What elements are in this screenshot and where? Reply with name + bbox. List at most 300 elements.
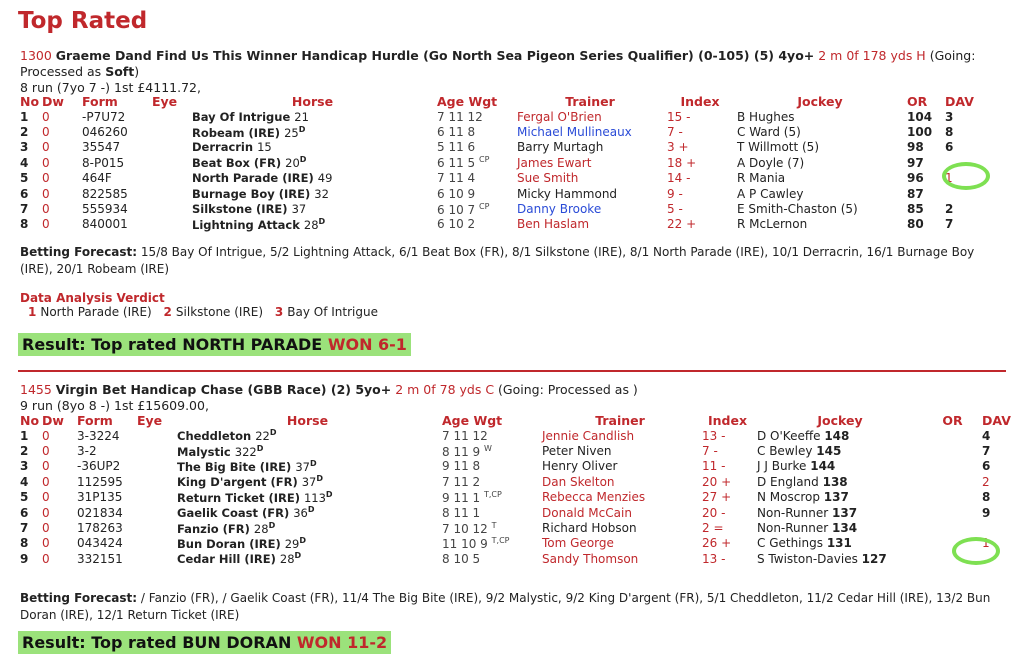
horse-name: Cheddleton bbox=[177, 429, 252, 444]
agewgt-value: 5 11 6 bbox=[437, 140, 476, 155]
runner-eye bbox=[135, 520, 175, 535]
forecast-label: Betting Forecast: bbox=[20, 591, 138, 605]
horse-name: Beat Box (FR) bbox=[192, 156, 282, 171]
runner-agewgt bbox=[435, 124, 515, 139]
race1-result bbox=[18, 333, 411, 356]
runner-agewgt bbox=[435, 217, 515, 232]
runner-eye bbox=[150, 140, 190, 155]
jockey-or: 127 bbox=[861, 551, 887, 566]
jockey-name: N Moscrop bbox=[757, 490, 820, 505]
headgear-sup: W bbox=[484, 443, 492, 453]
runner-jockey[interactable] bbox=[755, 474, 925, 489]
runner-horse[interactable] bbox=[190, 186, 435, 201]
horse-days: 22 bbox=[255, 429, 270, 444]
runner-eye bbox=[135, 551, 175, 566]
jockey-or: 131 bbox=[826, 536, 852, 551]
runner-jockey[interactable] bbox=[755, 520, 925, 535]
runner-form: 8-P015 bbox=[82, 155, 125, 170]
agewgt-value: 9 11 8 bbox=[442, 459, 481, 474]
forecast-label: Betting Forecast: bbox=[20, 245, 138, 259]
runner-no: 4 bbox=[20, 155, 29, 170]
runner-no: 6 bbox=[20, 505, 29, 520]
runner-agewgt bbox=[440, 490, 540, 505]
agewgt-value: 9 11 1 bbox=[442, 490, 481, 505]
runner-no: 5 bbox=[20, 490, 29, 505]
jockey-or: 137 bbox=[832, 505, 858, 520]
runner-draw: 0 bbox=[42, 171, 50, 186]
runner-form: 046260 bbox=[82, 125, 128, 140]
horse-sup: D bbox=[325, 489, 333, 499]
runner-index: 2 = bbox=[702, 521, 724, 536]
runner-no: 8 bbox=[20, 217, 29, 232]
verdict-horse: Silkstone (IRE) bbox=[175, 305, 264, 319]
verdict-rank: 1 bbox=[28, 305, 37, 319]
horse-name: The Big Bite (IRE) bbox=[177, 459, 292, 474]
runner-dav: 2 bbox=[982, 474, 990, 489]
runner-draw: 0 bbox=[42, 459, 50, 474]
runner-jockey[interactable]: E Smith-Chaston (5) bbox=[737, 202, 858, 217]
runner-form: -36UP2 bbox=[77, 459, 121, 474]
runner-agewgt bbox=[440, 551, 540, 566]
race2-going: (Going: Processed as ) bbox=[498, 382, 638, 397]
col-jockey: Jockey bbox=[817, 413, 863, 428]
col-agewgt: Age Wgt bbox=[437, 94, 498, 109]
runner-trainer[interactable]: Dan Skelton bbox=[542, 474, 615, 489]
horse-name: Robeam (IRE) bbox=[192, 125, 281, 140]
col-jockey: Jockey bbox=[797, 94, 843, 109]
verdict-list bbox=[28, 305, 386, 319]
col-horse: Horse bbox=[286, 413, 329, 428]
runner-eye bbox=[135, 428, 175, 443]
runner-agewgt bbox=[435, 171, 515, 186]
race2-time[interactable]: 1455 bbox=[20, 382, 52, 397]
runner-draw: 0 bbox=[42, 505, 50, 520]
runner-index: 11 - bbox=[702, 459, 726, 474]
runner-horse[interactable] bbox=[175, 443, 440, 458]
runner-trainer[interactable]: Micky Hammond bbox=[517, 186, 618, 201]
horse-days: 25 bbox=[284, 125, 299, 140]
runner-form: 178263 bbox=[77, 521, 123, 536]
runner-trainer[interactable]: Henry Oliver bbox=[542, 459, 618, 474]
race1-runs: 8 run (7yo 7 -) 1st £4111.72, bbox=[20, 80, 201, 95]
col-or: OR bbox=[942, 413, 963, 428]
horse-days: 37 bbox=[291, 202, 307, 217]
runner-trainer[interactable]: James Ewart bbox=[517, 155, 592, 170]
headgear-sup: T,CP bbox=[484, 489, 502, 499]
forecast-text: / Fanzio (FR), / Gaelik Coast (FR), 11/4 The Big Bite (IRE), 9/2 Malystic, 9/2 King D'argent (FR), 5/1 Cheddleton, 11/2 Cedar Hill (IRE), 13/2 Bun Doran (IRE), 12/1 Return Ticket (IRE) bbox=[20, 591, 991, 622]
runner-index: 20 - bbox=[702, 505, 726, 520]
col-horse: Horse bbox=[291, 94, 334, 109]
runner-no: 4 bbox=[20, 474, 29, 489]
agewgt-value: 7 11 2 bbox=[442, 474, 481, 489]
runner-form: -P7U72 bbox=[82, 109, 126, 124]
horse-days: 28 bbox=[253, 521, 269, 536]
table-row bbox=[18, 186, 988, 201]
horse-name: King D'argent (FR) bbox=[177, 475, 298, 490]
horse-days: 21 bbox=[294, 109, 309, 124]
horse-sup: D bbox=[269, 428, 277, 438]
horse-sup: D bbox=[318, 217, 326, 227]
table-row bbox=[18, 155, 988, 170]
runner-draw: 0 bbox=[42, 125, 50, 140]
runner-index: 7 - bbox=[702, 444, 718, 459]
runner-index: 9 - bbox=[667, 186, 683, 201]
runner-horse[interactable] bbox=[175, 459, 440, 474]
runner-jockey[interactable] bbox=[755, 490, 925, 505]
horse-days: 37 bbox=[295, 459, 310, 474]
headgear-sup: T,CP bbox=[491, 535, 510, 545]
runner-jockey[interactable] bbox=[755, 551, 925, 566]
runner-trainer[interactable]: Rebecca Menzies bbox=[542, 490, 646, 505]
runner-jockey[interactable] bbox=[755, 505, 925, 520]
race2-header bbox=[20, 382, 1005, 414]
runner-or bbox=[925, 474, 980, 489]
horse-days: 29 bbox=[284, 536, 300, 551]
runner-dav: 7 bbox=[982, 444, 991, 459]
table-row bbox=[18, 520, 1008, 535]
table-row bbox=[18, 505, 1008, 520]
runner-trainer[interactable]: Barry Murtagh bbox=[517, 140, 604, 155]
runner-index: 26 + bbox=[702, 536, 732, 551]
runner-dav: 8 bbox=[945, 125, 954, 140]
jockey-or: 145 bbox=[816, 444, 842, 459]
runner-draw: 0 bbox=[42, 444, 50, 459]
runner-jockey[interactable]: A P Cawley bbox=[737, 186, 804, 201]
table-row bbox=[18, 109, 988, 124]
race1-runners-table bbox=[18, 94, 988, 232]
race2-result bbox=[18, 631, 391, 654]
table-row bbox=[18, 474, 1008, 489]
table-row bbox=[18, 140, 988, 155]
runner-eye bbox=[135, 505, 175, 520]
runner-draw: 0 bbox=[42, 217, 50, 232]
race2-forecast bbox=[20, 590, 1005, 624]
col-dav: DAV bbox=[945, 94, 974, 109]
col-no: No bbox=[20, 413, 40, 428]
horse-name: Bay Of Intrigue bbox=[192, 109, 291, 124]
runner-horse[interactable] bbox=[190, 201, 435, 216]
runner-index: 27 + bbox=[702, 490, 732, 505]
runner-index: 13 - bbox=[702, 428, 726, 443]
horse-days: 20 bbox=[285, 156, 300, 171]
runner-eye bbox=[150, 109, 190, 124]
runner-draw: 0 bbox=[42, 474, 50, 489]
runner-form: 3-2 bbox=[77, 444, 97, 459]
race1-distance: 2 m 0f 178 yds H bbox=[818, 48, 926, 63]
jockey-or: 148 bbox=[824, 428, 850, 443]
runner-jockey[interactable]: R Mania bbox=[737, 171, 786, 186]
horse-name: Cedar Hill (IRE) bbox=[177, 552, 276, 567]
runner-jockey[interactable]: A Doyle (7) bbox=[737, 155, 805, 170]
runner-index: 18 + bbox=[667, 155, 697, 170]
agewgt-value: 11 10 9 bbox=[442, 536, 488, 551]
runner-eye bbox=[150, 201, 190, 216]
runner-horse[interactable] bbox=[175, 520, 440, 535]
runner-agewgt bbox=[440, 505, 540, 520]
runner-dav: 6 bbox=[945, 140, 954, 155]
jockey-or: 134 bbox=[832, 521, 858, 536]
runner-or bbox=[925, 459, 980, 474]
result-text: Result: Top rated BUN DORAN bbox=[22, 633, 292, 652]
jockey-name: Non-Runner bbox=[757, 505, 829, 520]
verdict-title: Data Analysis Verdict bbox=[20, 291, 165, 305]
runner-draw: 0 bbox=[42, 536, 50, 551]
horse-name: Lightning Attack bbox=[192, 217, 300, 232]
agewgt-value: 6 11 5 bbox=[437, 156, 476, 171]
runner-horse[interactable] bbox=[175, 536, 440, 551]
race2-name[interactable]: Virgin Bet Handicap Chase (GBB Race) (2) 5yo+ bbox=[55, 382, 392, 397]
runner-or bbox=[925, 443, 980, 458]
jockey-name: C Bewley bbox=[757, 444, 813, 459]
col-form: Form bbox=[82, 94, 118, 109]
horse-name: Derracrin bbox=[192, 140, 254, 155]
runner-dav: 9 bbox=[982, 505, 991, 520]
runner-or bbox=[925, 520, 980, 535]
col-dav: DAV bbox=[982, 413, 1011, 428]
jockey-name: Non-Runner bbox=[757, 521, 829, 536]
highlight-circle bbox=[952, 537, 1000, 565]
horse-name: Gaelik Coast (FR) bbox=[177, 506, 290, 521]
runner-or bbox=[925, 505, 980, 520]
runner-index: 20 + bbox=[702, 474, 732, 489]
runner-agewgt bbox=[435, 186, 515, 201]
table-row bbox=[18, 443, 1008, 458]
col-trainer: Trainer bbox=[565, 94, 615, 109]
runner-jockey[interactable] bbox=[755, 536, 925, 551]
runner-eye bbox=[135, 490, 175, 505]
col-dw: Dw bbox=[42, 413, 64, 428]
horse-sup: D bbox=[299, 155, 307, 165]
runner-eye bbox=[150, 217, 190, 232]
col-index: Index bbox=[680, 94, 720, 109]
runner-jockey[interactable] bbox=[755, 443, 925, 458]
runner-dav bbox=[980, 520, 1008, 535]
runner-or bbox=[925, 428, 980, 443]
horse-days: 49 bbox=[317, 171, 333, 186]
table-row bbox=[18, 428, 1008, 443]
runner-agewgt bbox=[435, 201, 515, 216]
agewgt-value: 7 11 12 bbox=[437, 109, 483, 124]
runner-dav: 6 bbox=[982, 459, 991, 474]
race1-header-row bbox=[18, 94, 988, 109]
runner-trainer[interactable]: Michael Mullineaux bbox=[517, 125, 632, 140]
runner-or bbox=[925, 490, 980, 505]
runner-horse[interactable] bbox=[190, 140, 435, 155]
table-row bbox=[18, 201, 988, 216]
runner-draw: 0 bbox=[42, 428, 50, 443]
agewgt-value: 8 10 5 bbox=[442, 551, 481, 566]
result-text: Result: Top rated NORTH PARADE bbox=[22, 335, 323, 354]
runner-jockey[interactable]: R McLernon bbox=[737, 217, 808, 232]
runner-trainer[interactable]: Tom George bbox=[542, 536, 614, 551]
table-row bbox=[18, 171, 988, 186]
race1-going-value: Soft bbox=[105, 64, 135, 79]
runner-no: 3 bbox=[20, 140, 29, 155]
jockey-or: 138 bbox=[822, 474, 848, 489]
runner-index: 14 - bbox=[667, 171, 691, 186]
runner-no: 6 bbox=[20, 186, 29, 201]
horse-name: Silkstone (IRE) bbox=[192, 202, 288, 217]
runner-jockey[interactable]: C Ward (5) bbox=[737, 125, 801, 140]
runner-trainer[interactable]: Fergal O'Brien bbox=[517, 109, 602, 124]
runner-draw: 0 bbox=[42, 551, 50, 566]
runner-no: 1 bbox=[20, 109, 29, 124]
result-won: WON 11-2 bbox=[296, 633, 388, 652]
runner-agewgt bbox=[440, 474, 540, 489]
runner-index: 15 - bbox=[667, 109, 691, 124]
runner-or: 104 bbox=[907, 109, 933, 124]
race1-going-prefix: (Going: bbox=[929, 48, 976, 63]
runner-no: 7 bbox=[20, 521, 29, 536]
runner-trainer[interactable]: Ben Haslam bbox=[517, 217, 590, 232]
jockey-or: 137 bbox=[823, 490, 849, 505]
runner-draw: 0 bbox=[42, 155, 50, 170]
runner-no: 8 bbox=[20, 536, 29, 551]
page-title: Top Rated bbox=[18, 8, 148, 34]
runner-draw: 0 bbox=[42, 202, 50, 217]
runner-horse[interactable] bbox=[175, 505, 440, 520]
verdict-rank: 2 bbox=[163, 305, 172, 319]
table-row bbox=[18, 459, 1008, 474]
runner-horse[interactable] bbox=[175, 490, 440, 505]
runner-or: 80 bbox=[907, 217, 924, 232]
horse-name: North Parade (IRE) bbox=[192, 171, 314, 186]
race1-name[interactable]: Graeme Dand Find Us This Winner Handicap Hurdle (Go North Sea Pigeon Series Qualifier) (0-105) (5) 4yo+ bbox=[55, 48, 815, 63]
runner-horse[interactable] bbox=[190, 171, 435, 186]
race1-time[interactable]: 1300 bbox=[20, 48, 52, 63]
runner-agewgt bbox=[440, 520, 540, 535]
runner-or: 85 bbox=[907, 202, 924, 217]
horse-days: 113 bbox=[303, 490, 326, 505]
race2-header-row bbox=[18, 413, 1008, 428]
col-dw: Dw bbox=[42, 94, 64, 109]
col-form: Form bbox=[77, 413, 113, 428]
runner-trainer[interactable]: Sandy Thomson bbox=[542, 551, 639, 566]
horse-name: Burnage Boy (IRE) bbox=[192, 186, 311, 201]
runner-trainer[interactable]: Jennie Candlish bbox=[542, 428, 635, 443]
runner-no: 3 bbox=[20, 459, 29, 474]
forecast-text: 15/8 Bay Of Intrigue, 5/2 Lightning Attack, 6/1 Beat Box (FR), 8/1 Silkstone (IRE), 8/1 North Parade (IRE), 10/1 Derracrin, 16/1 Burnage Boy (IRE), 20/1 Robeam (IRE) bbox=[20, 245, 975, 276]
horse-sup: D bbox=[298, 124, 306, 134]
runner-index: 22 + bbox=[667, 217, 697, 232]
runner-dav: 8 bbox=[982, 490, 991, 505]
race2-runs: 9 run (8yo 8 -) 1st £15609.00, bbox=[20, 398, 209, 413]
runner-agewgt bbox=[440, 459, 540, 474]
agewgt-value: 7 10 12 bbox=[442, 521, 488, 536]
runner-horse[interactable] bbox=[175, 551, 440, 566]
runner-trainer[interactable]: Danny Brooke bbox=[517, 202, 602, 217]
horse-days: 28 bbox=[303, 217, 319, 232]
runner-agewgt bbox=[435, 109, 515, 124]
runner-trainer[interactable]: Sue Smith bbox=[517, 171, 579, 186]
verdict-horse: North Parade (IRE) bbox=[40, 305, 152, 319]
jockey-name: S Twiston-Davies bbox=[757, 551, 858, 566]
agewgt-value: 8 11 1 bbox=[442, 505, 481, 520]
headgear-sup: CP bbox=[479, 155, 490, 165]
table-row bbox=[18, 490, 1008, 505]
runner-form: 35547 bbox=[82, 140, 121, 155]
runner-jockey[interactable]: T Willmott (5) bbox=[737, 140, 820, 155]
runner-jockey[interactable]: B Hughes bbox=[737, 109, 795, 124]
runner-or: 100 bbox=[907, 125, 933, 140]
runner-horse[interactable] bbox=[175, 474, 440, 489]
runner-trainer[interactable]: Peter Niven bbox=[542, 444, 612, 459]
runner-index: 3 + bbox=[667, 140, 689, 155]
race1-forecast bbox=[20, 244, 1005, 278]
runner-form: 043424 bbox=[77, 536, 123, 551]
col-eye: Eye bbox=[152, 94, 178, 109]
section-divider bbox=[18, 370, 1006, 372]
runner-trainer[interactable]: Richard Hobson bbox=[542, 521, 637, 536]
runner-dav: 4 bbox=[982, 428, 991, 443]
horse-sup: D bbox=[294, 551, 302, 561]
runner-eye bbox=[135, 474, 175, 489]
runner-no: 2 bbox=[20, 125, 29, 140]
runner-horse[interactable] bbox=[190, 155, 435, 170]
runner-dav: 7 bbox=[945, 217, 954, 232]
horse-sup: D bbox=[256, 443, 264, 453]
headgear-sup: CP bbox=[479, 201, 490, 211]
col-no: No bbox=[20, 94, 40, 109]
runner-form: 822585 bbox=[82, 186, 128, 201]
runner-dav: 2 bbox=[945, 202, 954, 217]
runner-eye bbox=[150, 155, 190, 170]
race2-runners-table bbox=[18, 413, 1011, 567]
runner-trainer[interactable]: Donald McCain bbox=[542, 505, 632, 520]
runner-no: 7 bbox=[20, 202, 29, 217]
jockey-or: 144 bbox=[810, 459, 836, 474]
verdict-horse: Bay Of Intrigue bbox=[287, 305, 378, 319]
runner-eye bbox=[150, 171, 190, 186]
agewgt-value: 6 10 7 bbox=[437, 202, 476, 217]
runner-form: 332151 bbox=[77, 551, 123, 566]
runner-agewgt bbox=[435, 140, 515, 155]
runner-horse[interactable] bbox=[190, 124, 435, 139]
runner-eye bbox=[135, 459, 175, 474]
col-eye: Eye bbox=[137, 413, 163, 428]
col-or: OR bbox=[907, 94, 928, 109]
runner-form: 555934 bbox=[82, 202, 128, 217]
runner-form: 112595 bbox=[77, 474, 123, 489]
runner-index: 13 - bbox=[702, 551, 726, 566]
runner-form: 464F bbox=[82, 171, 112, 186]
runner-or: 87 bbox=[907, 186, 924, 201]
runner-horse[interactable] bbox=[175, 428, 440, 443]
runner-eye bbox=[150, 124, 190, 139]
runner-dav: 3 bbox=[945, 109, 954, 124]
runner-form: 31P135 bbox=[77, 490, 123, 505]
table-row bbox=[18, 551, 1008, 566]
horse-sup: D bbox=[307, 505, 315, 515]
jockey-name: D England bbox=[757, 474, 819, 489]
runner-form: 021834 bbox=[77, 505, 123, 520]
jockey-name: D O'Keeffe bbox=[757, 428, 821, 443]
agewgt-value: 6 11 8 bbox=[437, 125, 476, 140]
horse-days: 32 bbox=[314, 186, 329, 201]
runner-jockey[interactable] bbox=[755, 459, 925, 474]
runner-or: 98 bbox=[907, 140, 924, 155]
race1-going-line2: Processed as bbox=[20, 64, 102, 79]
runner-horse[interactable] bbox=[190, 109, 435, 124]
runner-horse[interactable] bbox=[190, 217, 435, 232]
race2-distance: 2 m 0f 78 yds C bbox=[395, 382, 495, 397]
runner-no: 1 bbox=[20, 428, 29, 443]
runner-eye bbox=[150, 186, 190, 201]
col-index: Index bbox=[707, 413, 748, 428]
agewgt-value: 6 10 2 bbox=[437, 217, 476, 232]
horse-sup: D bbox=[316, 474, 324, 484]
runner-jockey[interactable] bbox=[755, 428, 925, 443]
